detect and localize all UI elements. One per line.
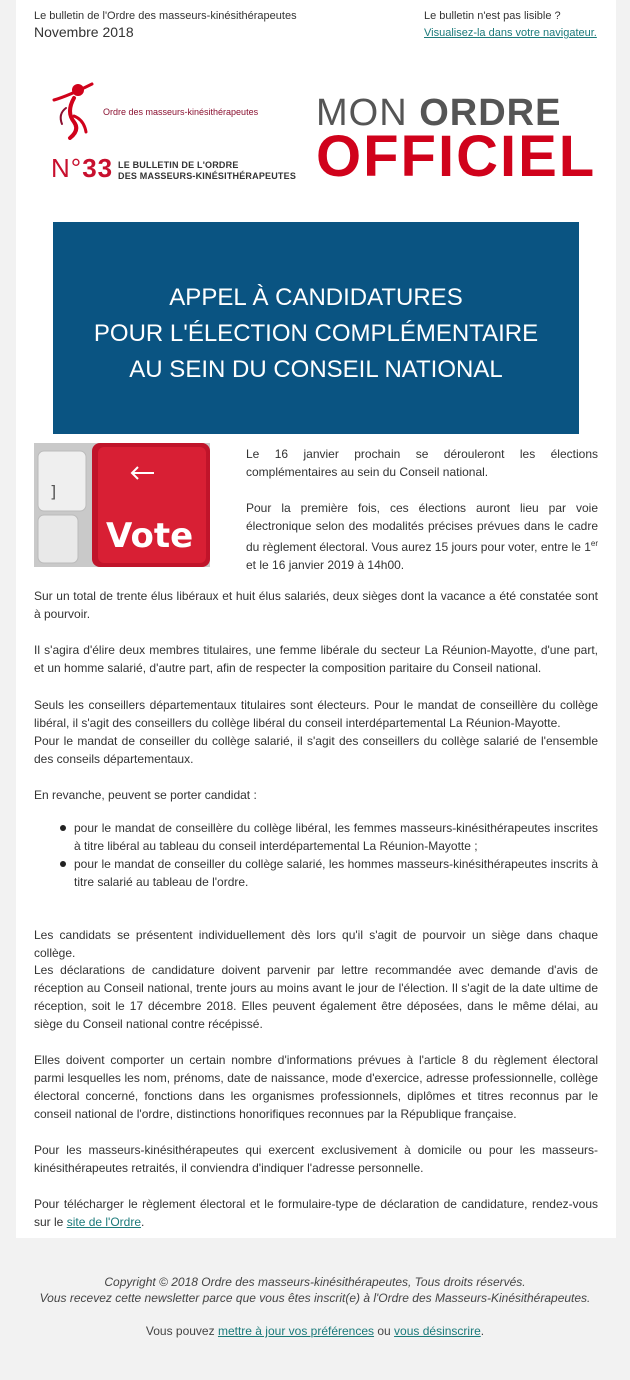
ordre-word: ORDRE (419, 92, 562, 134)
issue-number-value: 33 (82, 153, 114, 183)
banner-line1: APPEL À CANDIDATURES (169, 284, 463, 311)
prefs-suffix: . (480, 1324, 485, 1338)
intro-paragraph-2 (246, 499, 598, 574)
issue-number (51, 153, 113, 184)
logo-text: Ordre des masseurs-kinésithérapeutes (103, 107, 259, 117)
electors-liberal: Seuls les conseillers départementaux titulaires sont électeurs. Pour le mandat de conseillère du collège libéral, il s'agit des conseillers du collège libéral du conseil interdépartemental La Réunion-Mayotte. (34, 698, 598, 730)
prefs-prefix: Vous pouvez (145, 1324, 218, 1338)
footer-reason: Vous recevez cette newsletter parce que vous êtes inscrit(e) à l'Ordre des Masseurs-Kinésithérapeutes. (39, 1291, 591, 1305)
newsletter-sheet (16, 0, 616, 1238)
paragraph-individual: Les candidats se présentent individuellement dès lors qu'il s'agit de pourvoir un siège dans chaque collège. (34, 928, 598, 960)
electors-salaried: Pour le mandat de conseiller du collège salarié, il s'agit des conseillers du collège salarié de l'ensemble des conseils départementaux. (34, 734, 598, 766)
list-item: pour le mandat de conseiller du collège salarié, les hommes masseurs-kinésithérapeutes inscrits à titre salarié au tableau de l'ordre. (34, 855, 598, 891)
intro-paragraph-1: Le 16 janvier prochain se dérouleront les élections complémentaires au sein du Conseil national. (246, 447, 598, 479)
paragraph-download (34, 1195, 598, 1231)
tagline-line2: DES MASSEURS-KINÉSITHÉRAPEUTES (118, 171, 297, 181)
paragraph-electors (34, 696, 598, 768)
candidates-list (34, 819, 598, 891)
vote-key-label: Vote (106, 516, 194, 556)
officiel-title: OFFICIEL (316, 124, 597, 189)
bulletin-tagline (118, 160, 296, 182)
paragraph-seats: Sur un total de trente élus libéraux et huit élus salariés, deux sièges dont la vacance a été constatée sont à pourvoir. (34, 589, 598, 621)
intro-p2-text-a: Pour la première fois, ces élections auront lieu par voie électronique selon des modalités précises prévues dans le cadre du règlement électoral. Vous aurez 15 jours pour voter, entre le 1 (246, 501, 598, 554)
footer-copyright: Copyright © 2018 Ordre des masseurs-kinésithérapeutes, Tous droits réservés. (104, 1275, 526, 1289)
issue-month: Novembre 2018 (34, 24, 134, 40)
paragraph-information: Elles doivent comporter un certain nombre d'informations prévues à l'article 8 du règlement électoral parmi lesquelles les nom, prénoms, date de naissance, mode d'exercice, adresse professionnelle, collège électoral concerné, fonctions dans les organismes professionnels, diplômes et titres reconnus par le conseil national de l'ordre, distinctions honorifiques reconnues par la République française. (34, 1053, 598, 1121)
intro-p2-sup: er (590, 539, 598, 548)
banner-line3: AU SEIN DU CONSEIL NATIONAL (129, 356, 503, 383)
unsubscribe-link[interactable]: vous désinscrire (394, 1324, 481, 1338)
issue-prefix: N° (51, 153, 83, 183)
footer-preferences (0, 1324, 630, 1338)
update-preferences-link[interactable]: mettre à jour vos préférences (217, 1324, 375, 1338)
banner-line2: POUR L'ÉLECTION COMPLÉMENTAIRE (93, 320, 539, 347)
paragraph-candidates-intro: En revanche, peuvent se porter candidat : (34, 788, 257, 802)
download-period: . (141, 1215, 145, 1229)
tagline-line1: LE BULLETIN DE L'ORDRE (118, 160, 239, 170)
vote-keyboard-image (34, 443, 210, 567)
list-item: pour le mandat de conseillère du collège libéral, les femmes masseurs-kinésithérapeutes inscrites à titre libéral au tableau du conseil interdépartemental La Réunion-Mayotte ; (34, 819, 598, 855)
unreadable-prompt: Le bulletin n'est pas lisible ? (424, 10, 561, 22)
download-text: Pour télécharger le règlement électoral et le formulaire-type de déclaration de candidature, rendez-vous sur le (34, 1197, 598, 1229)
view-in-browser-link[interactable]: Visualisez-la dans votre navigateur. (424, 27, 597, 39)
paragraph-declarations: Les déclarations de candidature doivent parvenir par lettre recommandée avec demande d'avis de réception au Conseil national, trente jours au moins avant le jour de l'élection. Il s'agit de la date ultime de réception, soit le 17 décembre 2018. Elles peuvent également être déposées, dans le même délai, au siège du Conseil national contre récépissé. (34, 963, 598, 1031)
headline-banner (53, 222, 579, 434)
bulletin-label: Le bulletin de l'Ordre des masseurs-kinésithérapeutes (34, 10, 297, 22)
site-ordre-link[interactable]: site de l'Ordre (66, 1215, 142, 1229)
mon-word: MON (316, 92, 408, 134)
order-logo-icon (48, 78, 98, 140)
paragraph-address: Pour les masseurs-kinésithérapeutes qui exercent exclusivement à domicile ou pour les masseurs-kinésithérapeutes retraités, il conviendra d'indiquer l'adresse personnelle. (34, 1143, 598, 1175)
prefs-or: ou (374, 1324, 395, 1338)
paragraph-members: Il s'agira d'élire deux membres titulaires, une femme libérale du secteur La Réunion-Mayotte, d'une part, et un homme salarié, d'autre part, afin de respecter la composition paritaire du Conseil national. (34, 643, 598, 675)
footer (0, 1274, 630, 1338)
svg-text:]: ] (50, 482, 57, 501)
intro-p2-text-b: et le 16 janvier 2019 à 14h00. (246, 558, 405, 572)
